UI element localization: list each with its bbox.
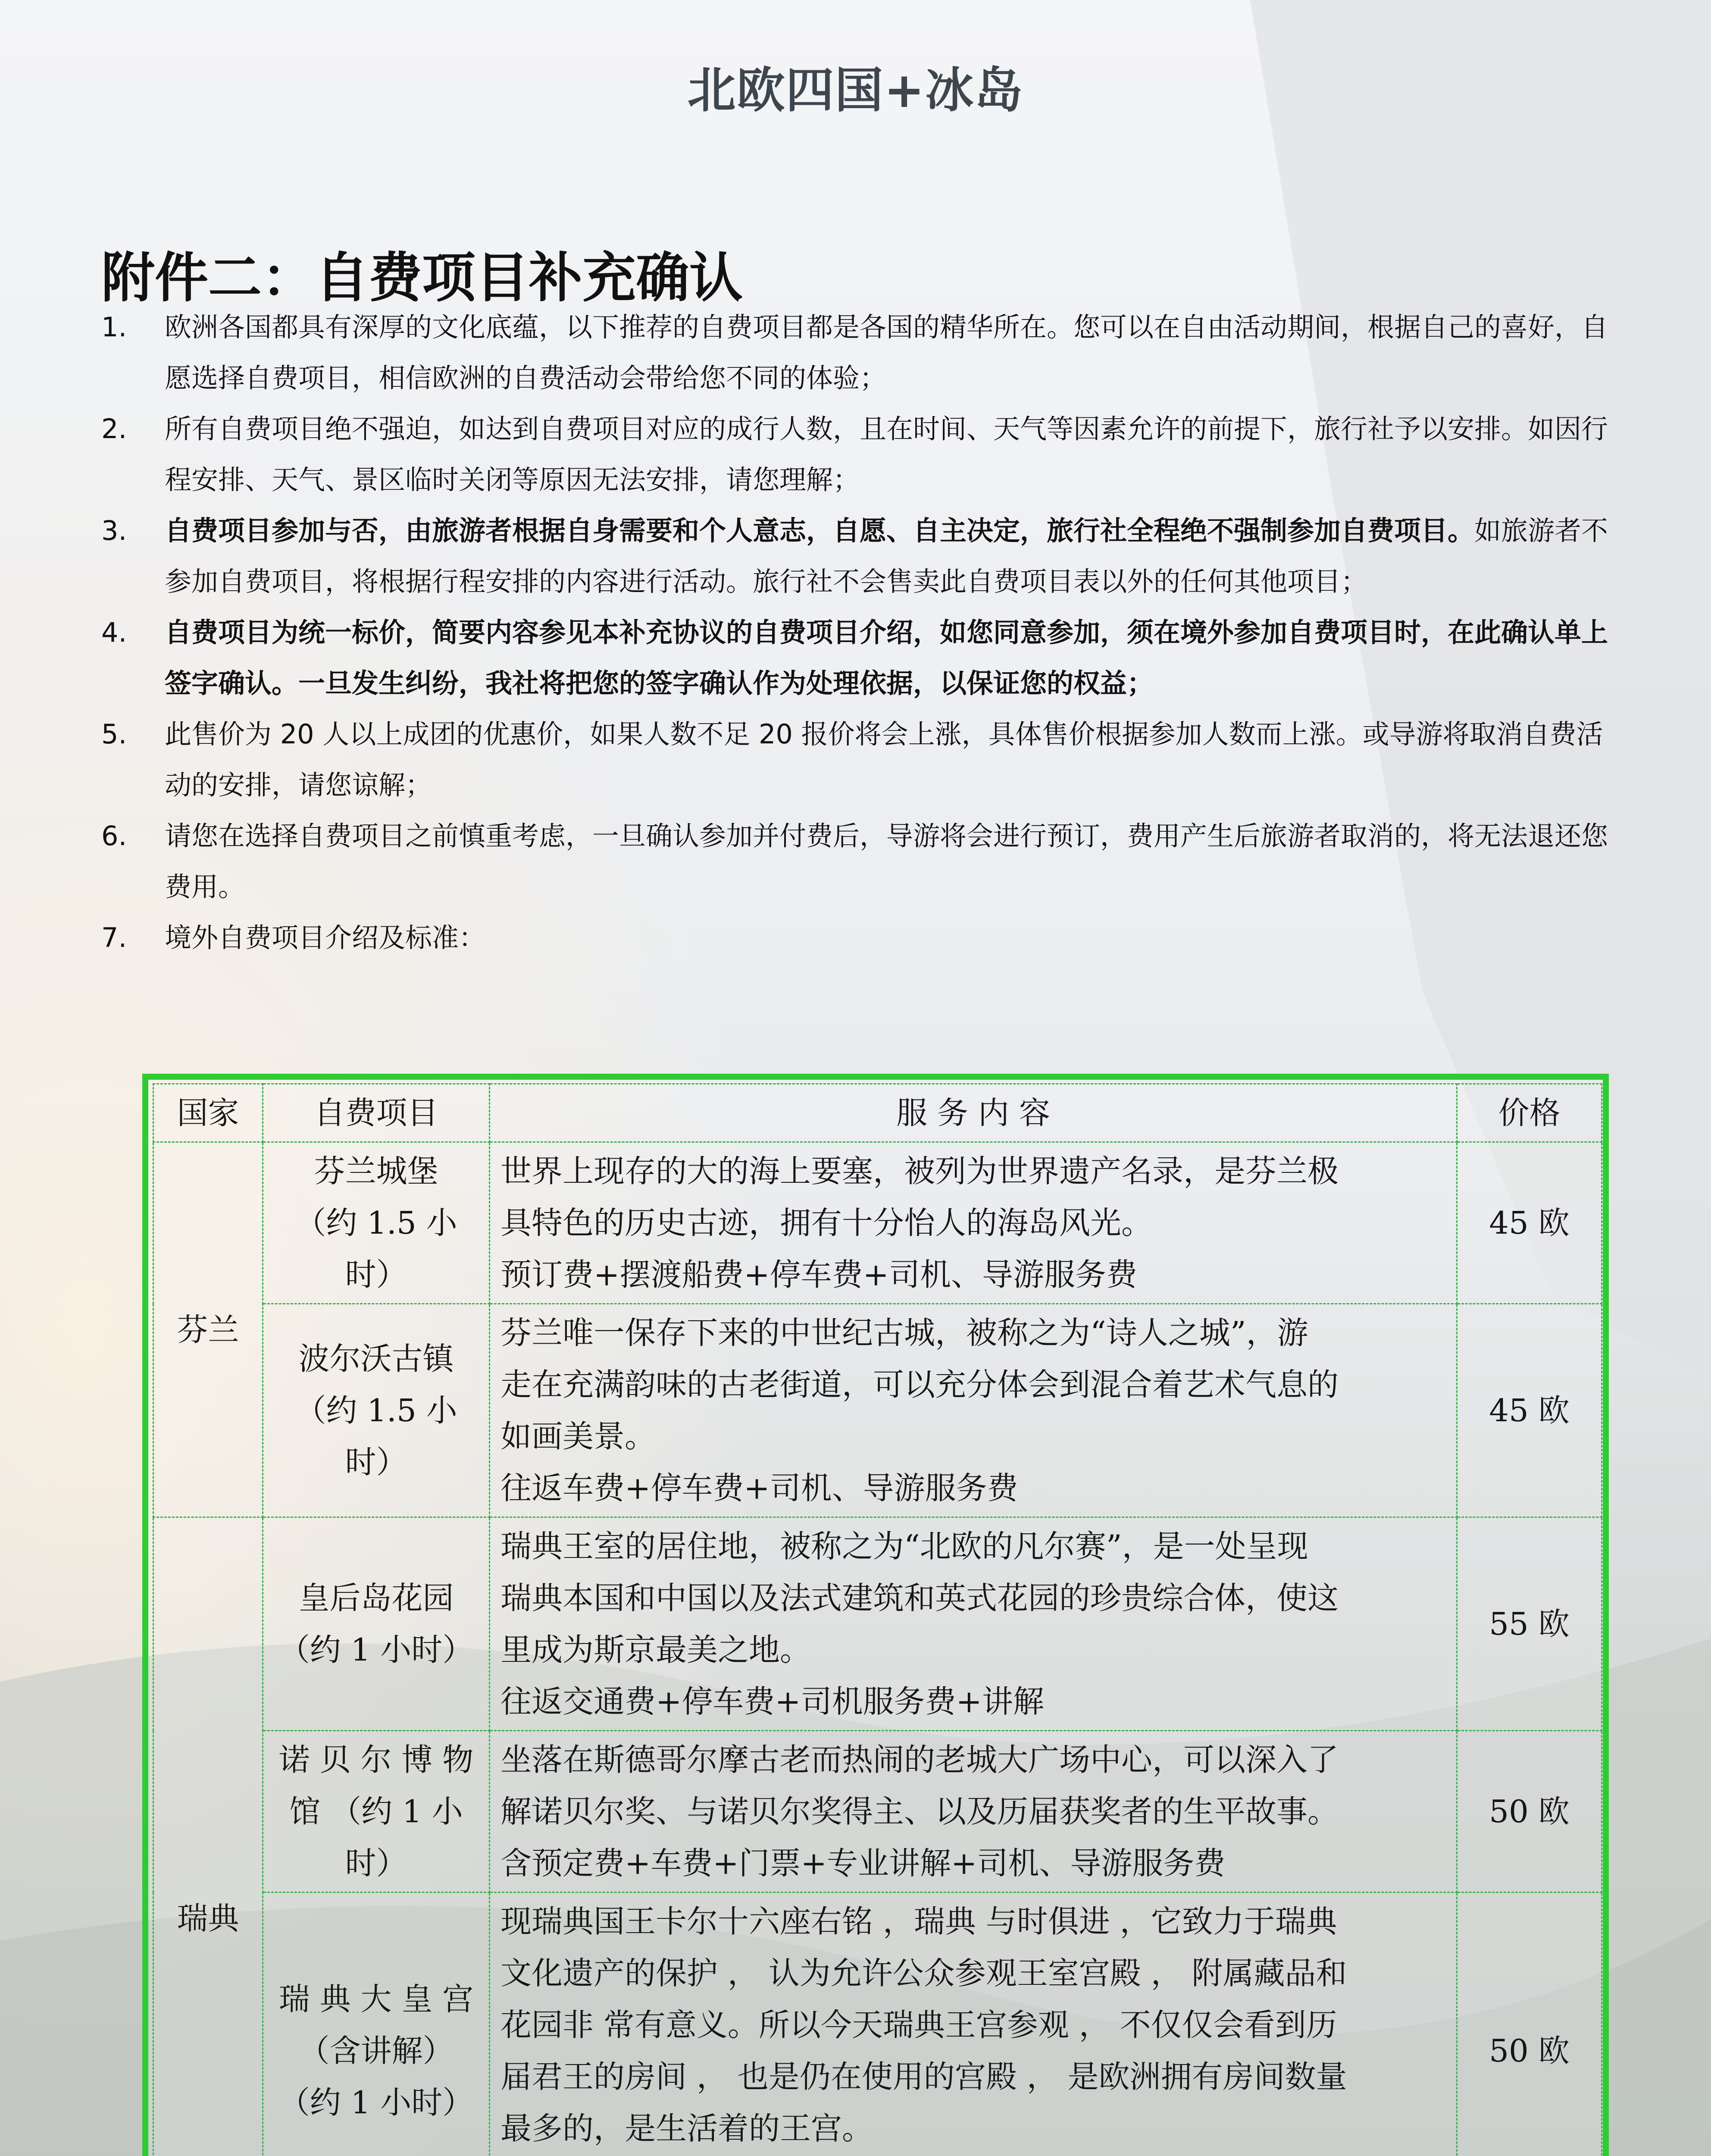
price-cell: 45 欧 bbox=[1457, 1304, 1602, 1517]
project-line: （约 1.5 小 bbox=[295, 1392, 457, 1429]
content-line: 瑞典王室的居住地，被称之为“北欧的凡尔赛”，是一处呈现 bbox=[500, 1528, 1308, 1564]
table-row bbox=[153, 1893, 1602, 2156]
content-line: 最多的，是生活着的王宫。 bbox=[500, 2110, 873, 2147]
project-line: 诺 贝 尔 博 物 bbox=[278, 1742, 474, 1778]
note-number: 2. bbox=[101, 413, 127, 445]
content-line: 走在充满韵味的古老街道，可以充分体会到混合着艺术气息的 bbox=[500, 1366, 1339, 1403]
content-line: 里成为斯京最美之地。 bbox=[500, 1632, 811, 1668]
project-line: （约 1.5 小 bbox=[295, 1205, 457, 1241]
price-cell: 45 欧 bbox=[1457, 1142, 1602, 1304]
note-number: 3. bbox=[101, 515, 127, 546]
content-line: 芬兰唯一保存下来的中世纪古城，被称之为“诗人之城”，游 bbox=[500, 1315, 1308, 1351]
project-line: 时） bbox=[345, 1257, 407, 1293]
content-line: 坐落在斯德哥尔摩古老而热闹的老城大广场中心，可以深入了 bbox=[500, 1742, 1339, 1778]
country-cell: 芬兰 bbox=[153, 1142, 263, 1517]
project-line: 波尔沃古镇 bbox=[298, 1341, 454, 1377]
note-item bbox=[101, 912, 1610, 963]
project-line: 时） bbox=[345, 1444, 407, 1480]
content-line: 文化遗产的保护 ， 认为允许公众参观王室宫殿 ， 附属藏品和 bbox=[500, 1955, 1347, 1991]
notes-list bbox=[101, 302, 1610, 963]
header-country: 国家 bbox=[153, 1084, 263, 1142]
content-line: 世界上现存的大的海上要塞，被列为世界遗产名录，是芬兰极 bbox=[500, 1153, 1339, 1189]
content-line: 瑞典本国和中国以及法式建筑和英式花园的珍贵综合体，使这 bbox=[500, 1580, 1339, 1616]
content-cell bbox=[490, 1304, 1457, 1517]
project-line: （约 1 小时） bbox=[278, 2084, 474, 2121]
note-text: 自费项目参加与否，由旅游者根据自身需要和个人意志，自愿、自主决定，旅行社全程绝不强制参加自费项目。 bbox=[165, 515, 1475, 546]
note-item bbox=[101, 505, 1610, 607]
content-line: 解诺贝尔奖、与诺贝尔奖得主、以及历届获奖者的生平故事。 bbox=[500, 1793, 1339, 1830]
note-text: 自费项目为统一标价，简要内容参见本补充协议的自费项目介绍，如您同意参加，须在境外参加自费项目时，在此确认单上签字确认。一旦发生纠纷，我社将把您的签字确认作为处理依据，以保证您的权益； bbox=[165, 617, 1608, 699]
section-title: 附件二：自费项目补充确认 bbox=[101, 247, 743, 309]
note-text: 此售价为 20 人以上成团的优惠价，如果人数不足 20 报价将会上涨，具体售价根据参加人数而上涨。或导游将取消自费活动的安排，请您谅解； bbox=[165, 718, 1603, 801]
note-text: 境外自费项目介绍及标准： bbox=[165, 922, 486, 953]
project-cell bbox=[263, 1731, 490, 1893]
project-line: 芬兰城堡 bbox=[314, 1153, 438, 1189]
project-line: 皇后岛花园 bbox=[298, 1580, 454, 1616]
content-cell bbox=[490, 1142, 1457, 1304]
content-line: 往返车费+停车费+司机、导游服务费 bbox=[500, 1470, 1018, 1506]
content-line: 往返交通费+停车费+司机服务费+讲解 bbox=[500, 1683, 1044, 1720]
optional-activities-table bbox=[153, 1083, 1602, 2156]
note-text: 如旅游者不参加自费项目，将根据行程安排的内容进行活动。旅行社不会售卖此自费项目表以外的任何其他项目； bbox=[165, 515, 1608, 597]
country-cell: 瑞典 bbox=[153, 1517, 263, 2156]
note-item bbox=[101, 302, 1610, 404]
note-item bbox=[101, 404, 1610, 505]
table-row bbox=[153, 1517, 1602, 1731]
note-text: 请您在选择自费项目之前慎重考虑，一旦确认参加并付费后，导游将会进行预订，费用产生后旅游者取消的，将无法退还您费用。 bbox=[165, 820, 1608, 903]
note-item bbox=[101, 811, 1610, 912]
project-cell bbox=[263, 1893, 490, 2156]
project-line: （含讲解） bbox=[298, 2033, 454, 2069]
content-line: 如画美景。 bbox=[500, 1418, 656, 1454]
note-number: 7. bbox=[101, 922, 127, 953]
note-item bbox=[101, 709, 1610, 811]
price-cell: 55 欧 bbox=[1457, 1517, 1602, 1731]
project-line: 时） bbox=[345, 1845, 407, 1881]
content-line: 含预定费+车费+门票+专业讲解+司机、导游服务费 bbox=[500, 1845, 1226, 1881]
project-cell bbox=[263, 1142, 490, 1304]
header-project: 自费项目 bbox=[263, 1084, 490, 1142]
content-line: 预订费+摆渡船费+停车费+司机、导游服务费 bbox=[500, 1257, 1137, 1293]
table-header-row bbox=[153, 1084, 1602, 1142]
content-cell bbox=[490, 1731, 1457, 1893]
project-line: （约 1 小时） bbox=[278, 1632, 474, 1668]
table-row bbox=[153, 1142, 1602, 1304]
note-number: 4. bbox=[101, 617, 127, 648]
table-row bbox=[153, 1731, 1602, 1893]
project-line: 馆 （约 1 小 bbox=[289, 1793, 463, 1830]
note-number: 1. bbox=[101, 311, 127, 343]
project-cell bbox=[263, 1304, 490, 1517]
content-line: 届君王的房间 ， 也是仍在使用的宫殿 ， 是欧洲拥有房间数量 bbox=[500, 2059, 1347, 2095]
project-line: 瑞 典 大 皇 宫 bbox=[278, 1981, 474, 2017]
note-text: 欧洲各国都具有深厚的文化底蕴，以下推荐的自费项目都是各国的精华所在。您可以在自由活动期间，根据自己的喜好，自愿选择自费项目，相信欧洲的自费活动会带给您不同的体验； bbox=[165, 311, 1608, 394]
header-price: 价格 bbox=[1457, 1084, 1602, 1142]
header-title: 北欧四国+冰岛 bbox=[687, 63, 1024, 119]
content-line: 花园非 常有意义。所以今天瑞典王宫参观 ， 不仅仅会看到历 bbox=[500, 2007, 1337, 2043]
optional-activities-table-frame bbox=[142, 1074, 1609, 2156]
content-line: 具特色的历史古迹，拥有十分怡人的海岛风光。 bbox=[500, 1205, 1153, 1241]
content-cell bbox=[490, 1517, 1457, 1731]
content-cell bbox=[490, 1893, 1457, 2156]
note-text: 所有自费项目绝不强迫，如达到自费项目对应的成行人数，且在时间、天气等因素允许的前提下，旅行社予以安排。如因行程安排、天气、景区临时关闭等原因无法安排，请您理解； bbox=[165, 413, 1608, 495]
note-item bbox=[101, 607, 1610, 709]
content-line: 现瑞典国王卡尔十六座右铭 ，瑞典 与时俱进 ，它致力于瑞典 bbox=[500, 1903, 1337, 1940]
project-cell bbox=[263, 1517, 490, 1731]
note-number: 6. bbox=[101, 820, 127, 852]
header-content: 服 务 内 容 bbox=[490, 1084, 1457, 1142]
price-cell: 50 欧 bbox=[1457, 1731, 1602, 1893]
content-line bbox=[500, 2154, 1446, 2156]
table-row bbox=[153, 1304, 1602, 1517]
price-cell: 50 欧 bbox=[1457, 1893, 1602, 2156]
note-number: 5. bbox=[101, 718, 127, 750]
